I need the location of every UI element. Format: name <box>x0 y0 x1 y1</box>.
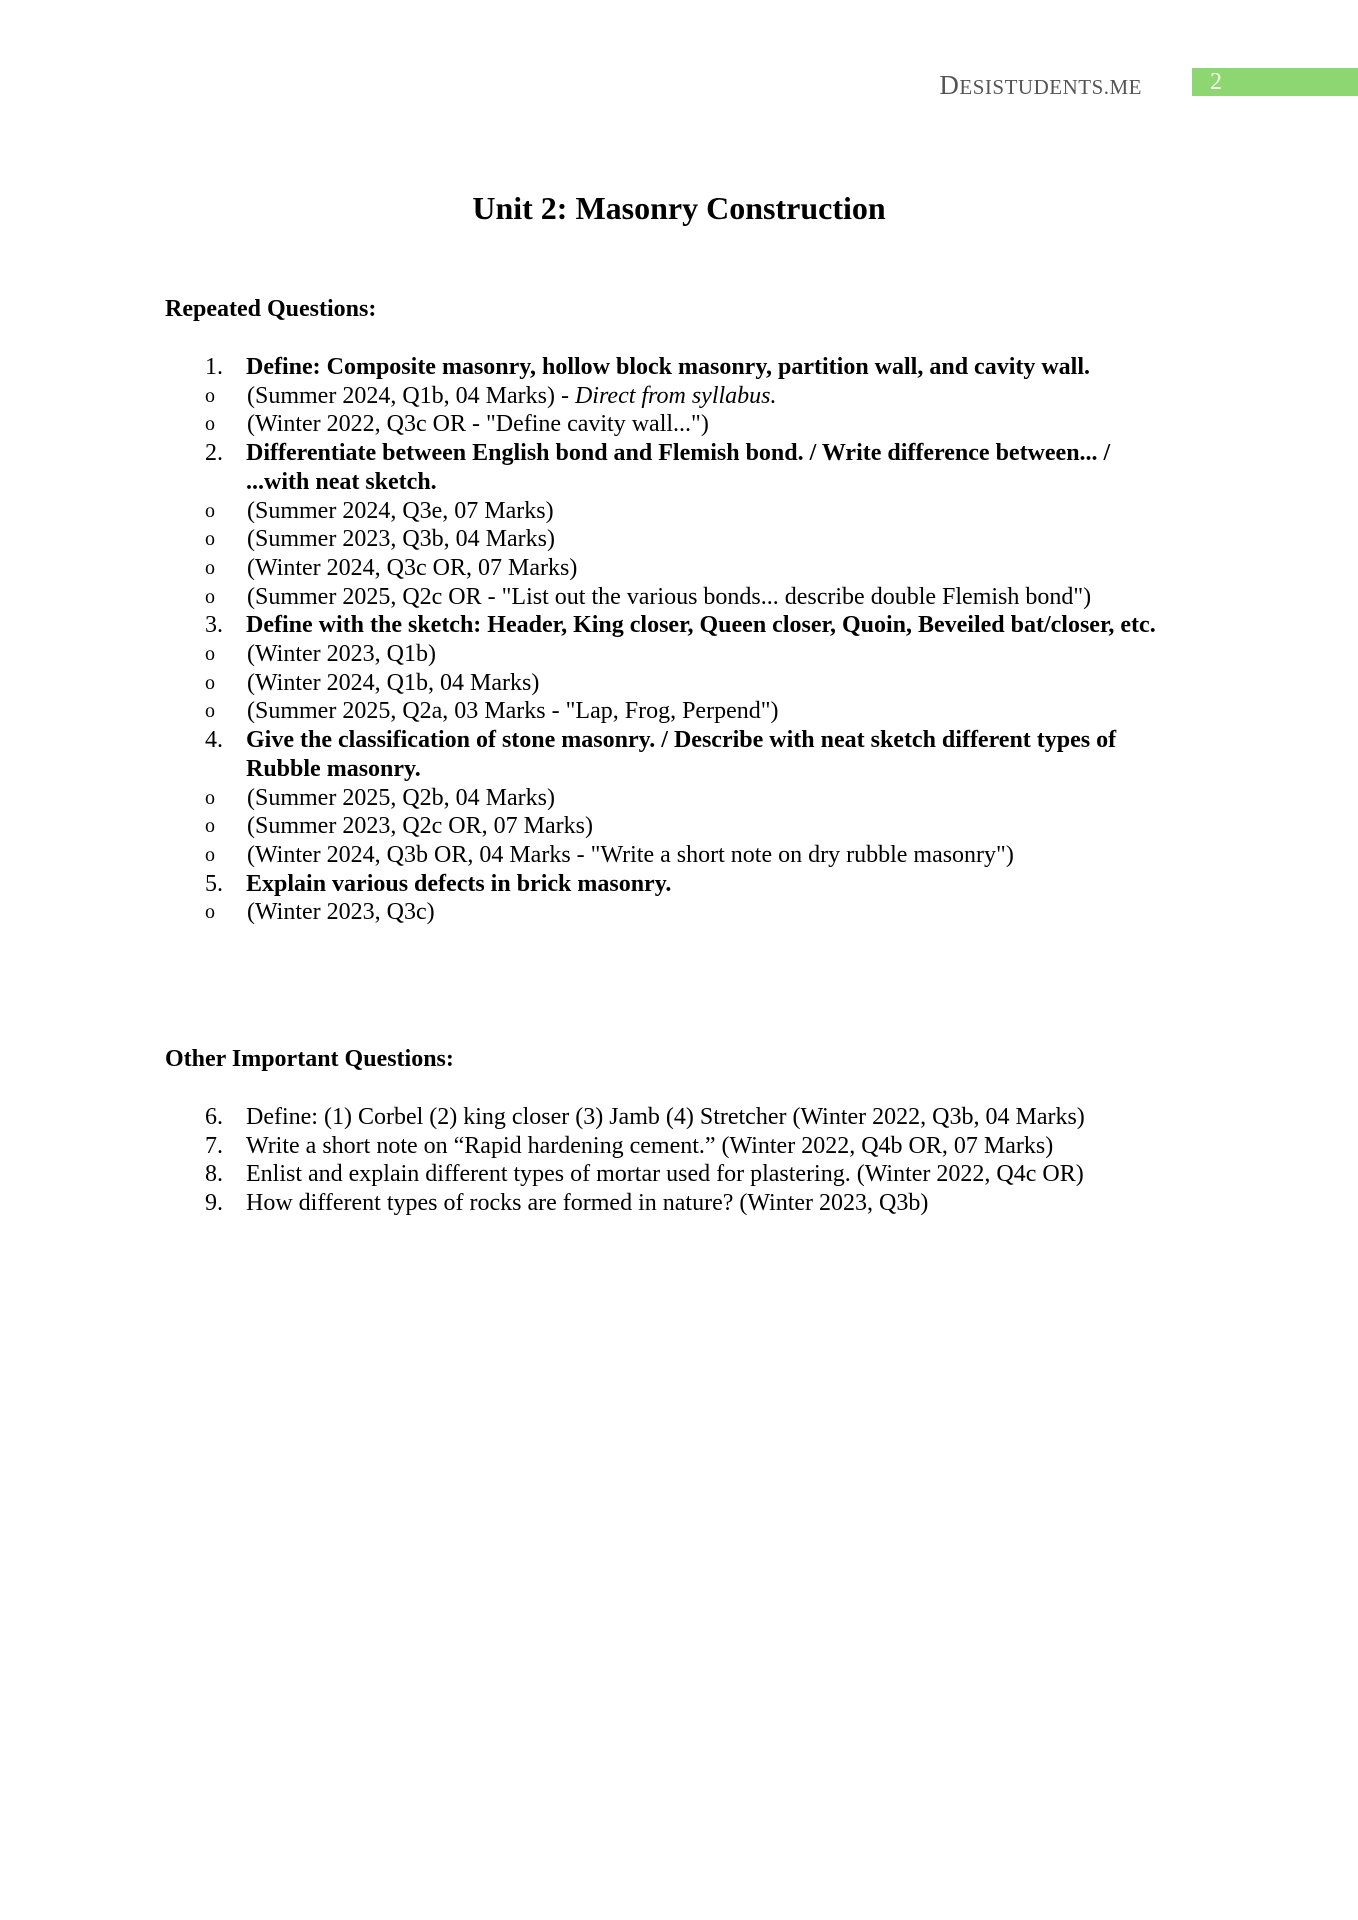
page-title: Unit 2: Masonry Construction <box>472 190 886 226</box>
reference-note: Direct from syllabus. <box>574 382 777 409</box>
question-text: Enlist and explain different types of mortar used for plastering. (Winter 2022, Q4c OR) <box>246 1161 1084 1188</box>
bullet-icon: o <box>205 585 215 608</box>
reference-text: (Summer 2024, Q1b, 04 Marks) - <box>247 382 575 409</box>
bullet-icon: o <box>205 700 215 723</box>
reference-item <box>165 497 1165 526</box>
page-number: 2 <box>1210 69 1222 95</box>
reference-text: (Winter 2022, Q3c OR - "Define cavity wall...") <box>247 411 709 438</box>
other-questions-list <box>165 1103 1165 1218</box>
bullet-icon: o <box>205 556 215 579</box>
question-text: Give the classification of stone masonry. / Describe with neat sketch different types of Rubble masonry. <box>246 727 1117 782</box>
reference-item <box>165 697 1165 726</box>
question-text: Define: Composite masonry, hollow block masonry, partition wall, and cavity wall. <box>246 354 1091 380</box>
item-number: 2. <box>205 440 223 467</box>
reference-text: (Winter 2024, Q3b OR, 04 Marks - "Write a short note on dry rubble masonry") <box>247 841 1014 868</box>
question-text: Explain various defects in brick masonry. <box>246 870 672 897</box>
reference-text: (Winter 2023, Q1b) <box>247 641 436 668</box>
list-item <box>165 870 1165 899</box>
question-text: Define with the sketch: Header, King closer, Queen closer, Quoin, Beveiled bat/closer, etc. <box>246 612 1156 639</box>
bullet-icon: o <box>205 413 215 436</box>
question-text: Write a short note on “Rapid hardening cement.” (Winter 2022, Q4b OR, 07 Marks) <box>246 1132 1054 1159</box>
reference-item <box>165 669 1165 698</box>
reference-text: (Winter 2024, Q1b, 04 Marks) <box>247 669 540 696</box>
item-number: 4. <box>205 727 223 754</box>
reference-item <box>165 812 1165 841</box>
reference-item <box>165 841 1165 870</box>
list-item <box>165 353 1165 382</box>
reference-item <box>165 554 1165 583</box>
bullet-icon: o <box>205 786 215 809</box>
question-text: Define: (1) Corbel (2) king closer (3) Jamb (4) Stretcher (Winter 2022, Q3b, 04 Marks) <box>246 1104 1085 1130</box>
item-number: 7. <box>205 1132 223 1159</box>
bullet-icon: o <box>205 528 215 551</box>
repeated-questions-heading: Repeated Questions: <box>165 296 377 322</box>
reference-text: (Summer 2024, Q3e, 07 Marks) <box>247 497 554 524</box>
reference-text: (Winter 2024, Q3c OR, 07 Marks) <box>247 554 578 581</box>
item-number: 8. <box>205 1161 223 1188</box>
item-number: 3. <box>205 612 223 639</box>
list-item <box>165 1132 1165 1161</box>
reference-text: (Winter 2023, Q3c) <box>247 899 435 926</box>
bullet-icon: o <box>205 384 215 407</box>
list-item <box>165 1189 1165 1218</box>
bullet-icon: o <box>205 671 215 694</box>
reference-item <box>165 898 1165 927</box>
reference-item <box>165 784 1165 813</box>
item-number: 1. <box>205 354 223 380</box>
reference-item <box>165 382 1165 411</box>
brand-rest: ESISTUDENTS.ME <box>959 75 1142 99</box>
reference-text: (Summer 2025, Q2c OR - "List out the various bonds... describe double Flemish bond") <box>247 583 1092 610</box>
reference-item <box>165 640 1165 669</box>
bullet-icon: o <box>205 843 215 866</box>
list-item <box>165 611 1165 640</box>
list-item <box>165 439 1165 496</box>
reference-item <box>165 583 1165 612</box>
list-item <box>165 1103 1165 1132</box>
bullet-icon: o <box>205 901 215 924</box>
list-item <box>165 726 1165 783</box>
reference-text: (Summer 2023, Q3b, 04 Marks) <box>247 526 555 553</box>
list-item <box>165 1160 1165 1189</box>
item-number: 9. <box>205 1190 223 1217</box>
reference-text: (Summer 2025, Q2b, 04 Marks) <box>247 784 555 811</box>
reference-text: (Summer 2025, Q2a, 03 Marks - "Lap, Frog, Perpend") <box>247 698 779 725</box>
site-brand <box>939 70 1142 101</box>
reference-item <box>165 525 1165 554</box>
question-text: How different types of rocks are formed in nature? (Winter 2023, Q3b) <box>246 1190 929 1217</box>
reference-text: (Summer 2023, Q2c OR, 07 Marks) <box>247 813 593 840</box>
item-number: 6. <box>205 1104 223 1130</box>
other-questions-heading: Other Important Questions: <box>165 1046 454 1072</box>
page-number-bar <box>1192 68 1358 96</box>
reference-item <box>165 410 1165 439</box>
bullet-icon: o <box>205 815 215 838</box>
question-text: Differentiate between English bond and Flemish bond. / Write difference between... / ...with neat sketch. <box>246 440 1111 495</box>
brand-initial: D <box>939 70 960 100</box>
repeated-questions-list <box>165 353 1165 927</box>
bullet-icon: o <box>205 499 215 522</box>
bullet-icon: o <box>205 643 215 666</box>
item-number: 5. <box>205 870 223 897</box>
